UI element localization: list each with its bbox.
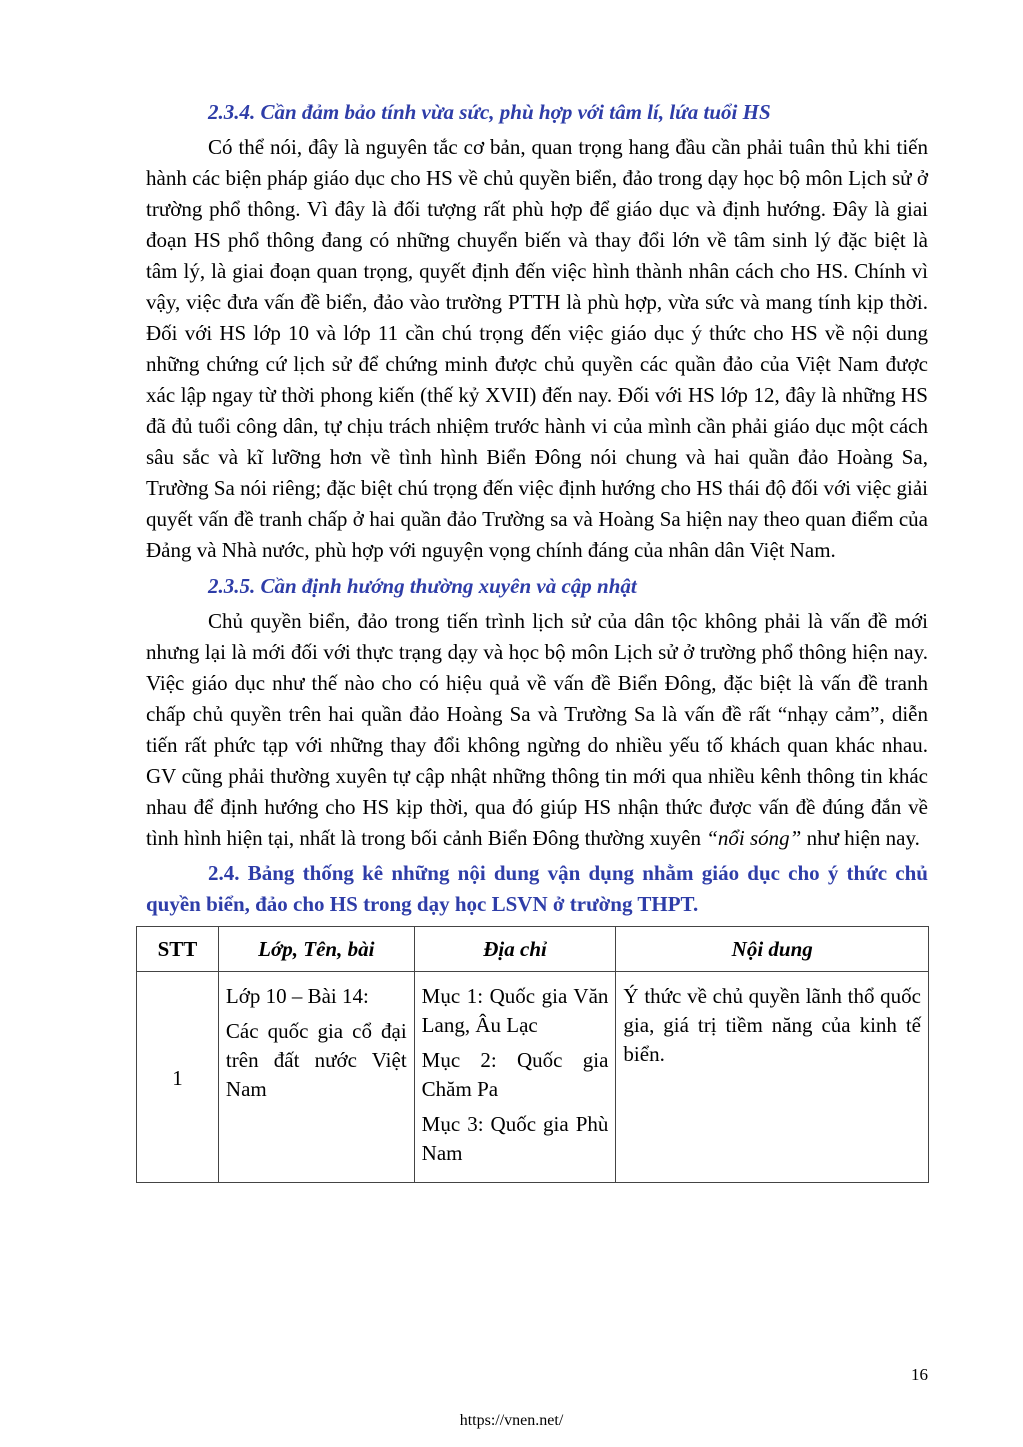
- cell-content: [616, 972, 929, 1183]
- content-text: Ý thức về chủ quyền lãnh thổ quốc gia, giá trị tiềm năng của kinh tế biển.: [623, 984, 921, 1066]
- header-content: Nội dung: [616, 927, 929, 972]
- cell-stt: 1: [137, 972, 219, 1183]
- lesson-title: Các quốc gia cổ đại trên đất nước Việt Nam: [225, 1019, 407, 1101]
- section-heading-2-3-5: 2.3.5. Cần định hướng thường xuyên và cập nhật: [208, 574, 637, 598]
- paragraph-2-3-5-end: như hiện nay.: [806, 826, 920, 850]
- header-lesson: Lớp, Tên, bài: [218, 927, 414, 972]
- section-heading-2-3-4: 2.3.4. Cần đảm bảo tính vừa sức, phù hợp với tâm lí, lứa tuổi HS: [208, 100, 771, 124]
- table-row: [137, 972, 929, 1183]
- cell-address: [414, 972, 616, 1183]
- footer-url[interactable]: https://vnen.net/: [459, 1412, 564, 1429]
- paragraph-2-3-5: [146, 606, 928, 854]
- header-address: Địa chỉ: [414, 927, 616, 972]
- lesson-line: Lớp 10 – Bài 14:: [225, 984, 369, 1008]
- address-item: Mục 1: Quốc gia Văn Lang, Âu Lạc: [421, 984, 609, 1037]
- address-item: Mục 2: Quốc gia Chăm Pa: [421, 1048, 609, 1101]
- address-item: Mục 3: Quốc gia Phù Nam: [421, 1112, 609, 1165]
- header-stt: STT: [137, 927, 219, 972]
- paragraph-2-3-5-italic: “nổi sóng”: [706, 826, 802, 850]
- table-header-row: [137, 927, 929, 972]
- paragraph-2-3-5-text: Chủ quyền biển, đảo trong tiến trình lịch sử của dân tộc không phải là vấn đề mới nhưng lại là mới đối với thực trạng dạy và học bộ môn Lịch sử ở trường phổ thông hiện nay. Việc giáo dục như thế nào cho có hiệu quả về vấn đề Biển Đông, đặc biệt là vấn đề tranh chấp chủ quyền trên hai quần đảo Hoàng Sa và Trường Sa là vấn đề rất “nhạy cảm”, diễn tiến rất phức tạp với những thay đổi không ngừng do nhiều yếu tố khách quan khác nhau. GV cũng phải thường xuyên tự cập nhật những thông tin mới qua nhiều kênh thông tin khác nhau để định hướng cho HS kịp thời, qua đó giúp HS nhận thức được vấn đề đúng đắn về tình hình hiện tại, nhất là trong bối cảnh Biển Đông thường xuyên: [146, 609, 928, 850]
- paragraph-2-3-4: Có thể nói, đây là nguyên tắc cơ bản, quan trọng hang đầu cần phải tuân thủ khi tiến hành các biện pháp giáo dục cho HS về chủ quyền biển, đảo trong dạy học bộ môn Lịch sử ở trường phổ thông. Vì đây là đối tượng rất phù hợp để giáo dục và định hướng. Đây là giai đoạn HS phổ thông đang có những chuyển biến và thay đổi lớn về tâm sinh lý đặc biệt là tâm lý, là giai đoạn quan trọng, quyết định đến việc hình thành nhân cách cho HS. Chính vì vậy, việc đưa vấn đề biển, đảo vào trường PTTH là phù hợp, vừa sức và mang tính kịp thời. Đối với HS lớp 10 và lớp 11 cần chú trọng đến việc giáo dục ý thức cho HS về nội dung những chứng cứ lịch sử để chứng minh được chủ quyền các quần đảo của Việt Nam được xác lập ngay từ thời phong kiến (thế kỷ XVII) đến nay. Đối với HS lớp 12, đây là những HS đã đủ tuổi công dân, tự chịu trách nhiệm trước hành vi của mình cần phải giáo dục một cách sâu sắc và kĩ lưỡng hơn về tình hình Biển Đông nói chung và hai quần đảo Hoàng Sa, Trường Sa nói riêng; đặc biệt chú trọng đến việc định hướng cho HS thái độ đối với việc giải quyết vấn đề tranh chấp ở hai quần đảo Trường sa và Hoàng Sa hiện nay theo quan điểm của Đảng và Nhà nước, phù hợp với nguyện vọng chính đáng của nhân dân Việt Nam.: [146, 135, 928, 562]
- page-number: 16: [911, 1365, 928, 1384]
- cell-lesson: [218, 972, 414, 1183]
- document-page: [146, 96, 928, 1183]
- statistics-table: [136, 926, 929, 1183]
- section-heading-2-4: 2.4. Bảng thống kê những nội dung vận dụng nhằm giáo dục cho ý thức chủ quyền biển, đảo cho HS trong dạy học LSVN ở trường THPT.: [146, 861, 928, 916]
